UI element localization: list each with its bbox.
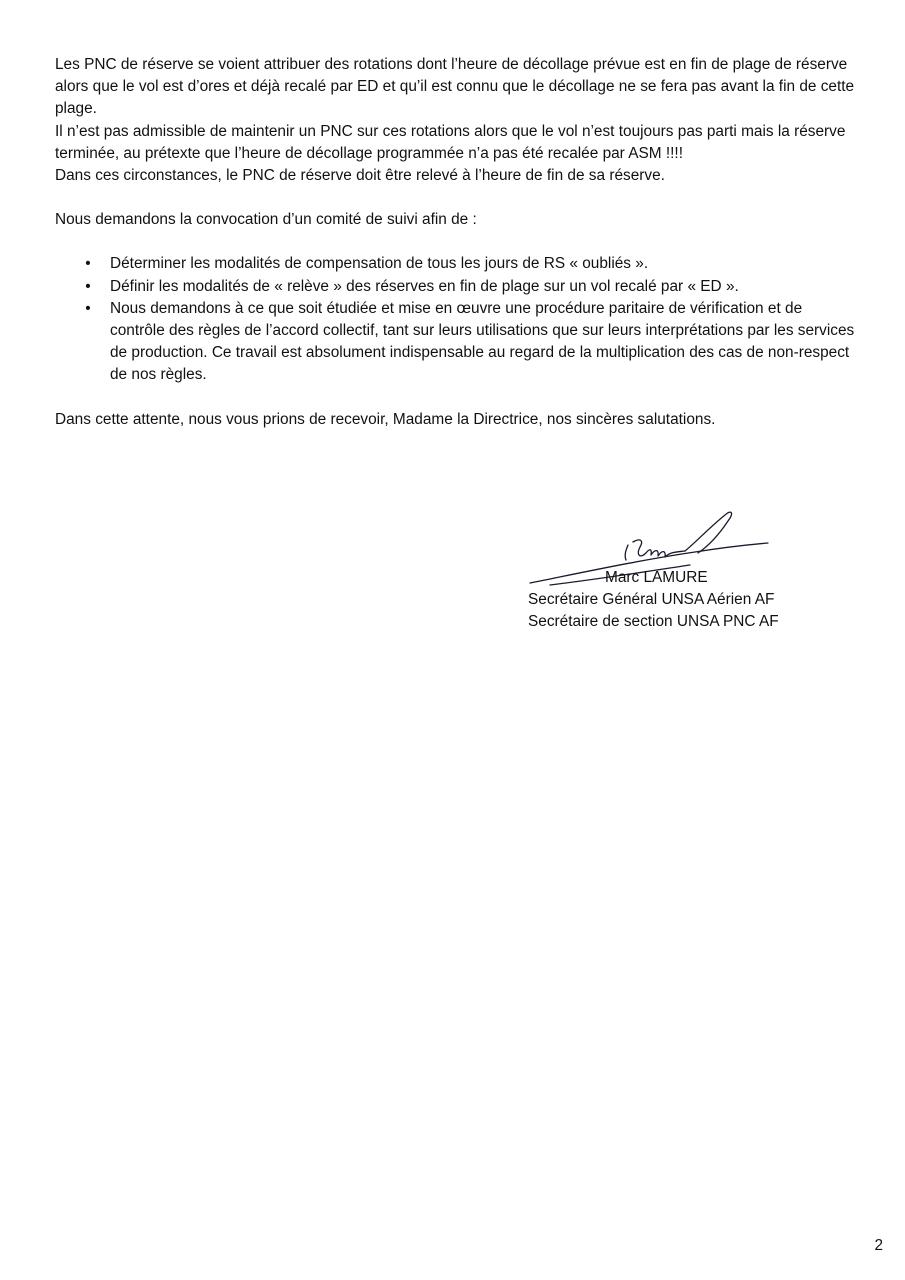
paragraph-spacer xyxy=(55,231,855,253)
demands-list xyxy=(55,253,855,386)
paragraph-spacer xyxy=(55,187,855,209)
bullet-icon: • xyxy=(85,299,91,317)
paragraph-closing: Dans cette attente, nous vous prions de recevoir, Madame la Directrice, nos sincères salutations. xyxy=(55,410,716,428)
list-item-text: Déterminer les modalités de compensation de tous les jours de RS « oubliés ». xyxy=(110,255,649,273)
list-item xyxy=(55,253,855,275)
paragraph-admissibility: Il n’est pas admissible de maintenir un PNC sur ces rotations alors que le vol n’est toujours pas parti mais la réserve terminée, au prétexte que l’heure de décollage programmée n’a pas été recalée par ASM !!!! xyxy=(55,122,846,162)
letter-body xyxy=(55,54,855,431)
paragraph-circumstances: Dans ces circonstances, le PNC de réserve doit être relevé à l’heure de fin de sa réserve. xyxy=(55,167,665,185)
signature-block xyxy=(528,567,848,634)
list-item-text: Nous demandons à ce que soit étudiée et mise en œuvre une procédure paritaire de vérification et de contrôle des règles de l’accord collectif, tant sur leurs utilisations que sur leurs interprétations par les services de production. Ce travail est absolument indispensable au regard de la multiplication des cas de non-respect de nos règles. xyxy=(110,299,855,384)
signatory-name: Marc LAMURE xyxy=(605,569,708,586)
signatory-title-section: Secrétaire de section UNSA PNC AF xyxy=(528,613,779,631)
signatory-title-general: Secrétaire Général UNSA Aérien AF xyxy=(528,591,775,609)
list-item xyxy=(55,276,855,298)
paragraph-spacer xyxy=(55,387,855,409)
list-item-text: Définir les modalités de « relève » des réserves en fin de plage sur un vol recalé par « ED ». xyxy=(110,277,739,295)
bullet-icon: • xyxy=(85,277,91,295)
page-number: 2 xyxy=(874,1237,883,1254)
list-item xyxy=(55,298,855,387)
bullet-icon: • xyxy=(85,255,91,273)
paragraph-rotations: Les PNC de réserve se voient attribuer des rotations dont l’heure de décollage prévue est en fin de plage de réserve alors que le vol est d’ores et déjà recalé par ED et qu’il est connu que le décollage ne se fera pas avant la fin de cette plage. xyxy=(55,56,855,118)
paragraph-intro: Nous demandons la convocation d’un comité de suivi afin de : xyxy=(55,211,477,229)
